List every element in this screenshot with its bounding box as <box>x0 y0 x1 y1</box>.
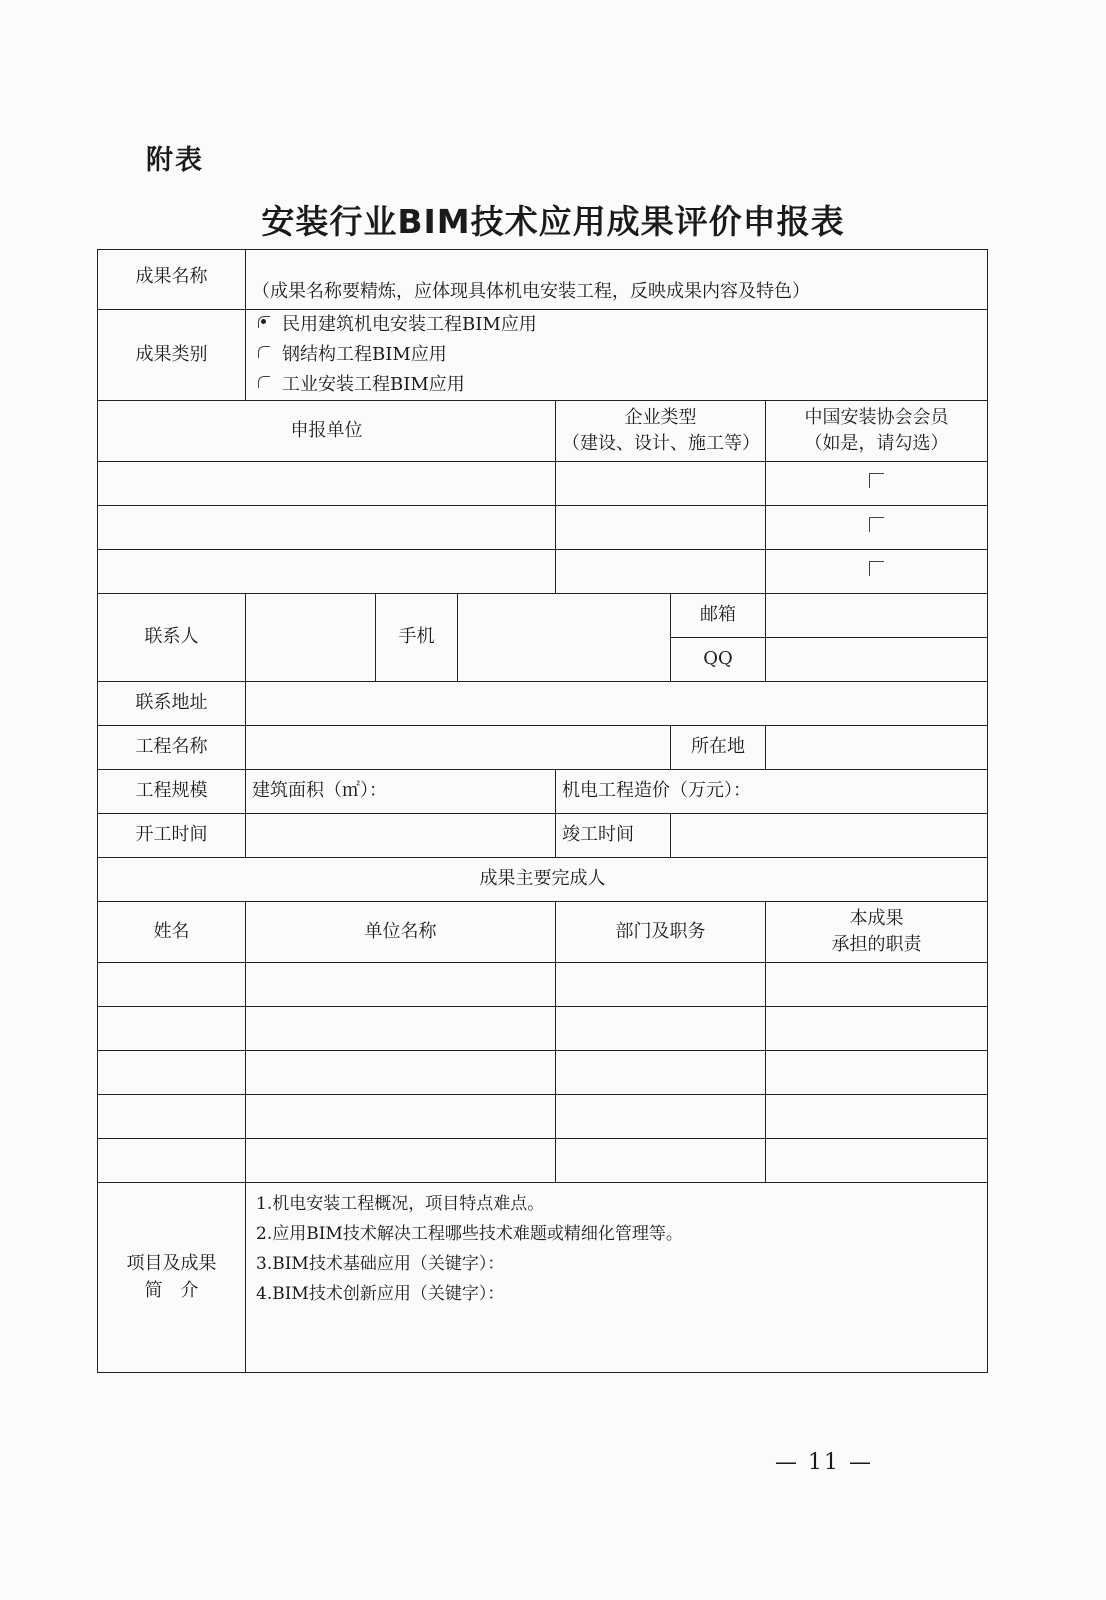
member-note: （如是，请勾选） <box>804 433 949 454</box>
completer-row <box>98 1095 988 1139</box>
duty-header <box>766 902 988 963</box>
completer-duty-cell[interactable] <box>766 1051 988 1095</box>
category-option-label: 民用建筑机电安装工程BIM应用 <box>282 313 537 335</box>
completers-title-row <box>98 858 988 902</box>
address-cell[interactable] <box>246 682 988 726</box>
completer-row <box>98 1051 988 1095</box>
completer-unit-cell[interactable] <box>246 1095 556 1139</box>
completer-duty-cell[interactable] <box>766 1095 988 1139</box>
radio-selected-icon[interactable] <box>258 316 270 328</box>
enterprise-type-header <box>556 401 766 462</box>
category-option-civil[interactable] <box>258 310 981 340</box>
completers-title: 成果主要完成人 <box>98 858 988 902</box>
enterprise-type-cell[interactable] <box>556 550 766 594</box>
achievement-name-label: 成果名称 <box>98 250 246 310</box>
category-option-industrial[interactable] <box>258 370 981 400</box>
completer-name-cell[interactable] <box>98 1095 246 1139</box>
enterprise-type-cell[interactable] <box>556 462 766 506</box>
completer-dept-cell[interactable] <box>556 1007 766 1051</box>
completion-date-label: 竣工时间 <box>556 814 671 858</box>
category-row <box>98 310 988 401</box>
intro-item: 2.应用BIM技术解决工程哪些技术难题或精细化管理等。 <box>256 1224 683 1244</box>
form-title: 安装行业BIM技术应用成果评价申报表 <box>261 202 845 241</box>
completer-unit-cell[interactable] <box>246 963 556 1007</box>
mep-cost-field[interactable]: 机电工程造价（万元）： <box>556 770 988 814</box>
project-scale-row <box>98 770 988 814</box>
completer-name-cell[interactable] <box>98 963 246 1007</box>
intro-label-line2: 简 介 <box>144 1279 199 1301</box>
applicant-unit-cell[interactable] <box>98 550 556 594</box>
intro-label <box>98 1183 246 1373</box>
unit-header: 单位名称 <box>246 902 556 963</box>
applicant-unit-cell[interactable] <box>98 462 556 506</box>
enterprise-type-note: （建设、设计、施工等） <box>562 433 760 454</box>
completer-name-cell[interactable] <box>98 1139 246 1183</box>
intro-content[interactable] <box>246 1183 988 1373</box>
project-name-cell[interactable] <box>246 726 671 770</box>
category-option-label: 钢结构工程BIM应用 <box>282 343 447 365</box>
intro-item: 4.BIM技术创新应用（关键字）： <box>256 1284 505 1304</box>
checkbox-icon[interactable] <box>869 561 884 576</box>
completer-row <box>98 1007 988 1051</box>
project-name-label: 工程名称 <box>98 726 246 770</box>
completer-duty-cell[interactable] <box>766 1139 988 1183</box>
name-header: 姓名 <box>98 902 246 963</box>
member-check-cell <box>766 506 988 550</box>
completers-header-row <box>98 902 988 963</box>
applicant-row <box>98 550 988 594</box>
completer-name-cell[interactable] <box>98 1007 246 1051</box>
intro-row <box>98 1183 988 1373</box>
mobile-cell[interactable] <box>458 594 671 682</box>
achievement-name-field[interactable]: （成果名称要精炼，应体现具体机电安装工程，反映成果内容及特色） <box>246 250 988 310</box>
building-area-field[interactable]: 建筑面积（㎡）： <box>246 770 556 814</box>
contact-person-label: 联系人 <box>98 594 246 682</box>
applicant-row <box>98 506 988 550</box>
address-label: 联系地址 <box>98 682 246 726</box>
project-name-row <box>98 726 988 770</box>
completer-duty-cell[interactable] <box>766 1007 988 1051</box>
achievement-name-row <box>98 250 988 310</box>
applicant-unit-header: 申报单位 <box>98 401 556 462</box>
completer-name-cell[interactable] <box>98 1051 246 1095</box>
email-cell[interactable] <box>766 594 988 638</box>
applicant-row <box>98 462 988 506</box>
qq-label: QQ <box>671 638 766 682</box>
category-option-steel[interactable] <box>258 340 981 370</box>
completer-duty-cell[interactable] <box>766 963 988 1007</box>
enterprise-type-title: 企业类型 <box>624 406 697 428</box>
completer-dept-cell[interactable] <box>556 1051 766 1095</box>
project-scale-label: 工程规模 <box>98 770 246 814</box>
checkbox-icon[interactable] <box>869 517 884 532</box>
member-check-cell <box>766 550 988 594</box>
applicant-unit-cell[interactable] <box>98 506 556 550</box>
location-label: 所在地 <box>671 726 766 770</box>
annex-label: 附表 <box>146 145 204 176</box>
completer-row <box>98 963 988 1007</box>
completer-dept-cell[interactable] <box>556 1139 766 1183</box>
page-number: — 11 — <box>775 1450 873 1475</box>
intro-label-line1: 项目及成果 <box>126 1253 217 1275</box>
checkbox-icon[interactable] <box>869 473 884 488</box>
contact-row <box>98 594 988 638</box>
intro-item: 1.机电安装工程概况，项目特点难点。 <box>256 1194 545 1214</box>
category-label: 成果类别 <box>98 310 246 401</box>
radio-icon[interactable] <box>258 376 270 388</box>
location-cell[interactable] <box>766 726 988 770</box>
member-title: 中国安装协会会员 <box>804 406 949 428</box>
application-form <box>97 249 988 1373</box>
mobile-label: 手机 <box>376 594 458 682</box>
completer-row <box>98 1139 988 1183</box>
completer-dept-cell[interactable] <box>556 963 766 1007</box>
email-label: 邮箱 <box>671 594 766 638</box>
project-dates-row <box>98 814 988 858</box>
member-check-cell <box>766 462 988 506</box>
intro-item: 3.BIM技术基础应用（关键字）： <box>256 1254 505 1274</box>
member-header <box>766 401 988 462</box>
category-option-label: 工业安装工程BIM应用 <box>282 373 465 395</box>
duty-header-title: 本成果 <box>849 907 904 929</box>
address-row <box>98 682 988 726</box>
category-options <box>246 310 988 401</box>
radio-icon[interactable] <box>258 346 270 358</box>
dept-header: 部门及职务 <box>556 902 766 963</box>
applicant-header-row <box>98 401 988 462</box>
duty-header-sub: 承担的职责 <box>831 934 922 955</box>
start-date-cell[interactable] <box>246 814 556 858</box>
completer-unit-cell[interactable] <box>246 1007 556 1051</box>
completion-date-cell[interactable] <box>671 814 988 858</box>
completer-unit-cell[interactable] <box>246 1139 556 1183</box>
enterprise-type-cell[interactable] <box>556 506 766 550</box>
completer-unit-cell[interactable] <box>246 1051 556 1095</box>
contact-person-cell[interactable] <box>246 594 376 682</box>
start-date-label: 开工时间 <box>98 814 246 858</box>
qq-cell[interactable] <box>766 638 988 682</box>
completer-dept-cell[interactable] <box>556 1095 766 1139</box>
